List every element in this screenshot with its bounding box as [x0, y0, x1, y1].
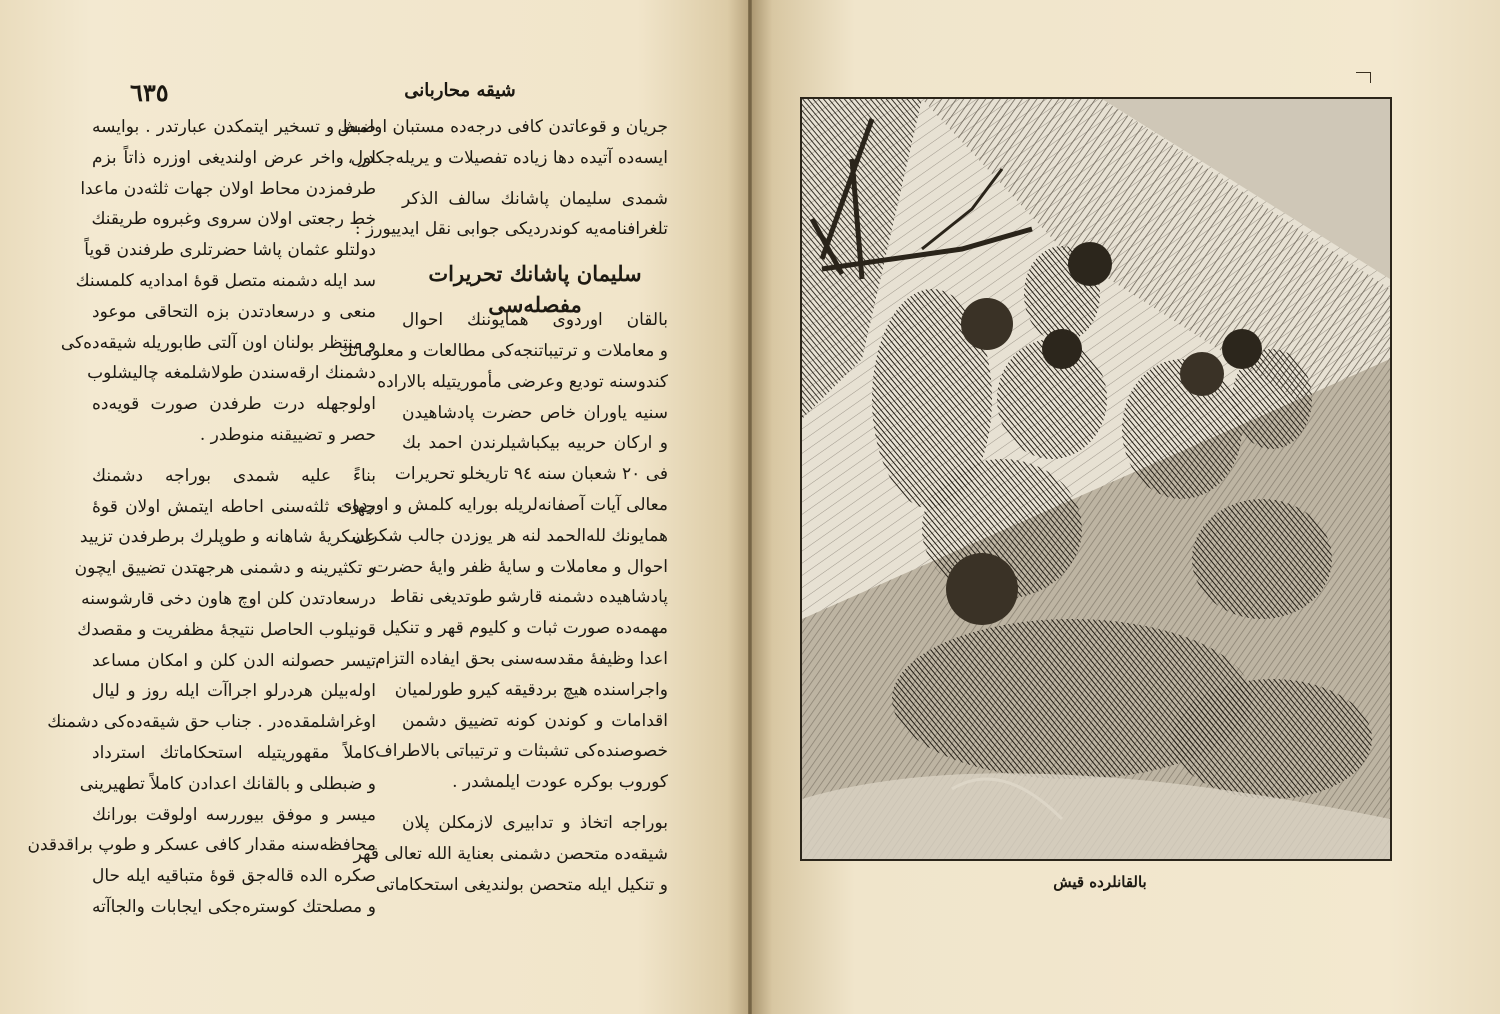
- text-line: و ضبطلی و بالقانك اعدادن کاملاً تطهیرینی: [79, 773, 376, 794]
- text-line: دولتلو عثمان پاشا حضرتلری طرفندن قویاً: [84, 240, 376, 261]
- text-line: طرفمزدن محاط اولان جهات ثلثه‌دن ماعدا: [80, 178, 376, 199]
- text-line: مهمه‌ده صورت ثبات و کلیوم قهر و تنکیل: [382, 618, 668, 639]
- text-line: محافظه‌سنه مقدار کافی عسکر و طوپ براقدقدن: [27, 835, 376, 856]
- engraving-art: [802, 99, 1390, 859]
- text-line: خط رجعتی اولان سروی وغبروه طریقنك: [91, 209, 376, 230]
- text-line: جهات ثلثه‌سنی احاطه ایتمش اولان قوهٔ: [92, 496, 376, 517]
- text-line: فی ٢٠ شعبان سنه ٩٤ تاریخلو تحریرات: [394, 464, 668, 485]
- text-line: شمدی سلیمان پاشانك سالف الذکر: [402, 188, 668, 209]
- text-line: و ارکان حربیه بیکباشیلرندن احمد بك: [402, 433, 668, 454]
- text-line: حصر و تضییقنه منوطدر .: [199, 424, 376, 445]
- text-line: ایسه‌ده آتیده دها زیاده تفصیلات و یریله‌جکدر ،: [347, 147, 668, 168]
- text-line: میسر و موفق بیوررسه اولوقت بورانك: [92, 804, 376, 825]
- text-line: تیسر حصولنه الدن کلن و امکان مساعد: [92, 650, 376, 671]
- text-line: معالی آیات آصفانه‌لریله بورایه کلمش و اوردوی: [338, 494, 668, 515]
- text-line: کندوسنه تودیع وعرضی مأموریتیله بالاراده: [377, 371, 668, 392]
- running-title: شیقه محاربانی: [404, 80, 516, 101]
- text-line: جریان و قوعاتدن کافی درجه‌ده مستبان اولمش: [337, 117, 668, 137]
- text-line: سد ایله دشمنه متصل قوهٔ امدادیه کلمسنك: [75, 270, 376, 291]
- section-title: سلیمان پاشانك تحریرات مفصله‌سی: [428, 261, 642, 317]
- text-line: عسکریهٔ شاهانه و طوپلرك برطرفدن تزیید: [79, 527, 376, 548]
- text-line: پادشاهیده دشمنه قارشو طوتدیغی نقاط: [389, 587, 668, 608]
- text-line: سنیه یاوران خاص حضرت پادشاهیدن: [402, 402, 668, 423]
- text-line: بناءً علیه شمدی بوراجه دشمنك: [92, 465, 376, 486]
- text-line: کاملاً مقهوریتیله استحکاماتك استرداد: [92, 742, 376, 763]
- text-line: دشمنك ارقه‌سندن طولاشلمغه چالیشلوب: [87, 363, 376, 384]
- text-line: اقدامات و کوندن کونه تضییق دشمن: [402, 710, 668, 731]
- text-line: و تکثیرینه و دشمنی هرجهتدن تضییق ایچون: [74, 558, 376, 579]
- text-line: همایونك لله‌الحمد لنه هر یوزدن جالب شکران: [352, 525, 668, 546]
- text-column-right: [337, 112, 668, 900]
- page-header: [90, 78, 678, 110]
- text-line: خصوصنده‌کی تشبثات و ترتیباتی بالاطراف: [375, 741, 668, 762]
- print-mark: [1356, 72, 1371, 83]
- text-line: شیقه‌ده متحصن دشمنی بعنایة الله تعالی قهر: [353, 843, 668, 864]
- text-line: قونیلوب الحاصل نتیجهٔ مظفریت و مقصدك: [77, 619, 376, 640]
- text-line: اوغراشلمقده‌در . جناب حق شیقه‌ده‌کی دشمنك: [47, 712, 376, 733]
- text-line: بالقان اوردوی همایوننك احوال: [402, 310, 668, 331]
- text-line: اول واخر عرض اولندیغی اوزره ذاتاً بزم: [92, 147, 376, 168]
- text-line: اوله‌بیلن هردرلو اجراآت ایله روز و لیال: [92, 681, 376, 702]
- text-line: کوروب بوکره عودت ایلمشدر .: [452, 772, 668, 793]
- text-line: و منتظر بولنان اون آلتی طابوریله شیقه‌ده‌کی: [60, 332, 376, 353]
- text-line: و تنکیل ایله متحصن بولندیغی استحکاماتی: [375, 874, 668, 895]
- book-gutter: [748, 0, 752, 1014]
- text-line: احوال و معاملات و سایهٔ ظفر وایهٔ حضرت: [372, 556, 668, 577]
- text-line: ضبط و تسخیر ایتمکدن عبارتدر . بوایسه: [92, 117, 376, 137]
- engraving-illustration: [800, 97, 1392, 861]
- text-line: منعی و درسعادتدن بزه التحاقی موعود: [92, 301, 376, 322]
- text-line: و معاملات و ترتیباتنجه‌کی مطالعات و معلوماتك: [338, 340, 668, 361]
- text-column-left: [27, 112, 376, 923]
- text-line: تلغرافنامه‌یه کوندردیکی جوابی نقل ایدییورز :: [354, 219, 668, 240]
- illustration-caption: بالقانلرده قیش: [1053, 873, 1147, 891]
- text-line: بوراجه اتخاذ و تدابیری لازمکلن پلان: [402, 812, 668, 833]
- text-line: صکره الده قاله‌جق قوهٔ متباقیه ایله حال: [92, 866, 376, 887]
- text-line: و مصلحتك کوستره‌جکی ایجابات والجاآته: [92, 896, 376, 917]
- text-line: درسعادتدن کلن اوچ هاون دخی قارشوسنه: [81, 588, 376, 609]
- text-line: اولوجهله درت طرفدن صورت قویه‌ده: [92, 394, 376, 415]
- text-line: واجراسنده هیچ بردقیقه کیرو طورلمیان: [394, 679, 668, 700]
- page-number: ٦٣٥: [130, 78, 169, 107]
- text-line: اعدا وظیفهٔ مقدسه‌سنی بحق ایفاده التزام: [375, 648, 668, 669]
